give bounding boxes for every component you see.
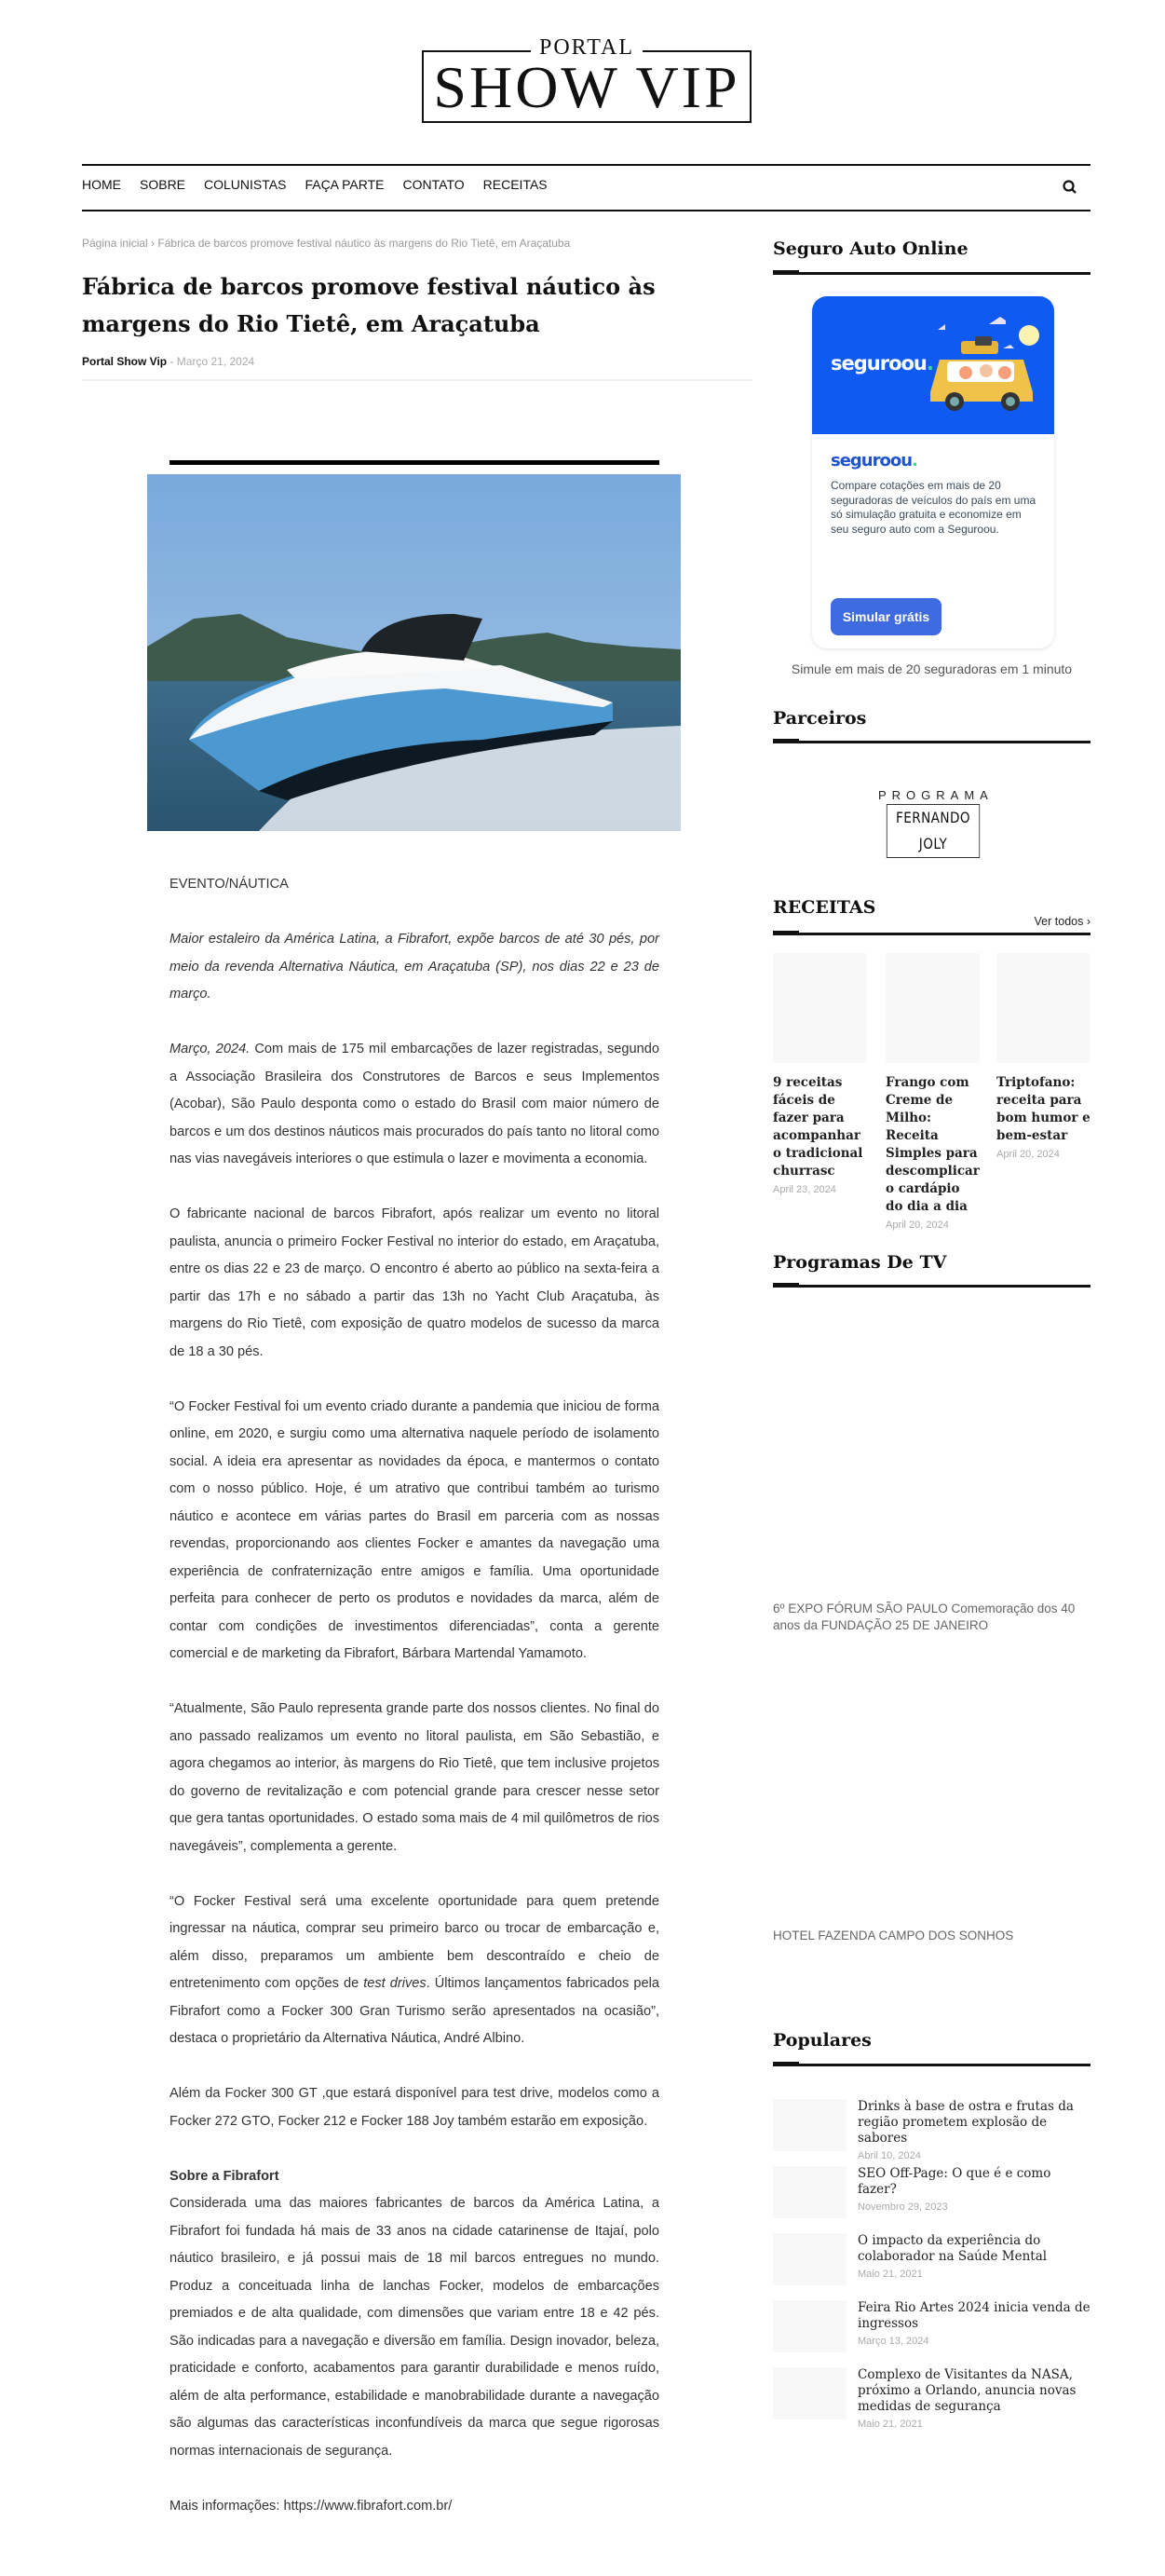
nav-bottom-border	[82, 210, 1090, 211]
recipe-thumbnail[interactable]	[773, 953, 867, 1063]
heading-underline	[773, 2064, 1090, 2066]
paragraph-text: “O Focker Festival será uma excelente oportunidade para quem pretende ingressar na náutica, comprar seu primeiro barco ou trocar de embarcação e, além disso, preparamos um ambiente bem descontraído e cheio de entretenimento com opções de	[169, 1893, 659, 1991]
byline-sep: -	[167, 355, 177, 368]
breadcrumb	[82, 237, 570, 250]
nav-sobre[interactable]: SOBRE	[140, 177, 186, 192]
partner-logo-top: PROGRAMA	[878, 788, 994, 802]
popular-thumbnail[interactable]	[773, 2233, 847, 2285]
brand-dot: .	[912, 451, 917, 470]
brand-dot: .	[926, 352, 933, 375]
partner-logo-main: FERNANDO JOLY	[887, 804, 980, 858]
popular-title[interactable]: Complexo de Visitantes da NASA, próximo a Orlando, anuncia novas medidas de segurança	[858, 2367, 1077, 2414]
popular-item[interactable]	[773, 2166, 1090, 2218]
popular-title[interactable]: Feira Rio Artes 2024 inicia venda de ingressos	[858, 2300, 1090, 2331]
paragraph-text: Com mais de 175 mil embarcações de lazer registradas, segundo a Associação Brasileira dos Construtores de Barcos e seus Implementos (Acobar), São Paulo desponta como o estado do Brasil com maior número de barcos e um dos destinos náuticos mais procurados do país tanto no litoral como nas vias navegáveis interiores o que estimula o lazer e movimenta a economia.	[169, 1042, 659, 1166]
recipe-thumbnail[interactable]	[996, 953, 1090, 1063]
see-all-link[interactable]	[1024, 915, 1090, 928]
see-all-text: Ver todos	[1034, 915, 1084, 928]
heading-underline	[773, 1285, 1090, 1288]
popular-date: Abril 10, 2024	[858, 2150, 921, 2161]
widget-heading-parceiros: Parceiros	[773, 708, 867, 729]
search-icon[interactable]	[1062, 179, 1078, 196]
heading-underline	[773, 272, 1090, 275]
article-hero-image	[147, 474, 681, 831]
nav-home[interactable]: HOME	[82, 177, 121, 192]
italic-text: test drives	[363, 1976, 427, 1991]
article-paragraph: Considerada uma das maiores fabricantes de barcos da América Latina, a Fibrafort foi fundada há mais de 33 anos na cidade catarinense de Itajaí, polo náutico brasileiro, e já possui mais de 18 mil barcos entregues no mundo. Produz a conceituada linha de lanchas Focker, modelos de embarcações premiados e de alta qualidade, com dimensões que variam entre 18 e 42 pés. São indicadas para a navegação e diversão em família. Design inovador, beleza, praticidade e conforto, acabamentos para garantir durabilidade e menos ruído, além de alta performance, estabilidade e manobrabilidade durante a navegação são algumas das características inconfundíveis da marca que segue rigorosas normas internacionais de segurança.	[169, 2196, 659, 2459]
article-paragraph	[169, 1888, 659, 2053]
recipe-card[interactable]	[886, 953, 980, 1231]
nav-contato[interactable]: CONTATO	[402, 177, 465, 192]
article-paragraph: “Atualmente, São Paulo representa grande parte dos nossos clientes. No final do ano passado realizamos um evento no litoral paulista, em São Sebastião, e agora chegamos ao interior, às margens do Rio Tietê, que tem inclusive projetos do governo de revitalização e com potencial grande para crescer nesse setor que gera tantas oportunidades. O estado soma mais de 4 mil quilômetros de rios navegáveis”, complementa a gerente.	[169, 1701, 659, 1854]
header-divider	[82, 379, 752, 381]
nav-faca-parte[interactable]: FAÇA PARTE	[305, 177, 385, 192]
chevron-right-icon: ›	[1083, 915, 1090, 928]
popular-thumbnail[interactable]	[773, 2166, 847, 2218]
article-category: EVENTO/NÁUTICA	[169, 877, 289, 892]
breadcrumb-separator: ›	[147, 237, 158, 250]
about-heading-text: Sobre a Fibrafort	[169, 2168, 279, 2184]
ad-banner	[812, 296, 1054, 434]
brand-text: seguroou	[831, 352, 927, 375]
widget-heading-tv: Programas De TV	[773, 1252, 947, 1273]
car-illustration-icon	[928, 313, 1045, 420]
popular-thumbnail[interactable]	[773, 2367, 847, 2419]
tv-program-link[interactable]: HOTEL FAZENDA CAMPO DOS SONHOS	[773, 1929, 1014, 1942]
byline	[82, 355, 254, 368]
partner-logo-fernando-joly[interactable]	[878, 788, 994, 858]
popular-title[interactable]: Drinks à base de ostra e frutas da região prometem explosão de sabores	[858, 2099, 1074, 2146]
popular-title[interactable]: O impacto da experiência do colaborador na Saúde Mental	[858, 2233, 1048, 2264]
paragraph-text: . Últimos lançamentos fabricados pela Fibrafort como a Focker 300 Gran Turismo serão apresentados na ocasião”, destaca o proprietário da Alternativa Náutica, André Albino.	[169, 1976, 660, 2046]
popular-item[interactable]	[773, 2367, 1090, 2430]
recipe-date: April 20, 2024	[996, 1149, 1060, 1160]
publish-date: Março 21, 2024	[176, 355, 255, 368]
page-title: Fábrica de barcos promove festival náutico às margens do Rio Tietê, em Araçatuba	[82, 273, 656, 337]
recipe-date: April 20, 2024	[886, 1220, 949, 1231]
breadcrumb-home[interactable]: Página inicial	[82, 237, 148, 250]
popular-title[interactable]: SEO Off-Page: O que é e como fazer?	[858, 2166, 1051, 2197]
popular-item[interactable]	[773, 2233, 1090, 2285]
nav-top-border	[82, 164, 1090, 166]
brand-text: seguroou	[831, 451, 913, 470]
simulate-button[interactable]: Simular grátis	[831, 598, 941, 635]
article-body	[169, 871, 659, 2548]
popular-date: Novembro 29, 2023	[858, 2201, 948, 2213]
article-paragraph: “O Focker Festival foi um evento criado durante a pandemia que iniciou de forma online, em 2020, e surgiu como uma alternativa naquele período de isolamento social. A ideia era apresentar as novidades da época, e mantermos o contato com o nosso público. Hoje, é um atrativo que contribui também ao turismo náutico e acontece em várias partes do Brasil em parceria com as nossas revendas, proporcionando aos clientes Focker e amantes da navegação uma experiência de confraternização entre amigos e família. Uma oportunidade perfeita para conhecer de perto os produtos e novidades da marca, além de contar com condições de investimentos diferenciadas”, conta a gerente comercial e de marketing da Fibrafort, Bárbara Martendal Yamamoto.	[169, 1398, 659, 1661]
widget-heading-populares: Populares	[773, 2030, 872, 2051]
tv-program-link[interactable]: 6º EXPO FÓRUM SÃO PAULO Comemoração dos 40 anos da FUNDAÇÃO 25 DE JANEIRO	[773, 1601, 1076, 1632]
popular-item[interactable]	[773, 2099, 1090, 2161]
heading-underline	[773, 741, 1090, 743]
heading-underline	[773, 933, 1090, 935]
author-link[interactable]: Portal Show Vip	[82, 355, 168, 368]
popular-date: Maio 21, 2021	[858, 2269, 923, 2280]
recipe-title[interactable]: 9 receitas fáceis de fazer para acompanhar o tradicional churrasc	[773, 1075, 863, 1179]
recipe-thumbnail[interactable]	[886, 953, 980, 1063]
about-heading	[169, 2163, 659, 2191]
recipe-card[interactable]	[996, 953, 1090, 1160]
popular-item[interactable]	[773, 2300, 1090, 2352]
main-nav	[82, 177, 548, 192]
popular-thumbnail[interactable]	[773, 2099, 847, 2151]
lead-text: Maior estaleiro da América Latina, a Fibrafort, expõe barcos de até 30 pés, por meio da revenda Alternativa Náutica, em Araçatuba (SP), nos dias 22 e 23 de março.	[169, 932, 659, 1002]
ad-brand-logo	[831, 352, 933, 375]
nav-colunistas[interactable]: COLUNISTAS	[204, 177, 287, 192]
more-info-link[interactable]: Mais informações: https://www.fibrafort.com.br/	[169, 2498, 453, 2514]
nav-receitas[interactable]: RECEITAS	[482, 177, 548, 192]
widget-heading-seguro: Seguro Auto Online	[773, 239, 969, 259]
dateline: Março, 2024.	[169, 1042, 251, 1056]
ad-description: Compare cotações em mais de 20 seguradoras de veículos do país em uma só simulação gratuita e economize em seu seguro auto com a Seguroou.	[831, 479, 1036, 536]
popular-date: Março 13, 2024	[858, 2336, 929, 2347]
recipe-card[interactable]	[773, 953, 867, 1195]
logo-portal-text: PORTAL	[539, 35, 634, 60]
article-paragraph	[169, 1036, 659, 1174]
ad-caption: Simule em mais de 20 seguradoras em 1 minuto	[791, 661, 1073, 676]
image-top-bar	[169, 460, 659, 465]
popular-thumbnail[interactable]	[773, 2300, 847, 2352]
breadcrumb-current: Fábrica de barcos promove festival náutico às margens do Rio Tietê, em Araçatuba	[157, 237, 571, 250]
logo-main-text: SHOW VIP	[433, 54, 740, 120]
recipe-title[interactable]: Triptofano: receita para bom humor e bem-estar	[996, 1075, 1090, 1143]
recipe-title[interactable]: Frango com Creme de Milho: Receita Simples para descomplicar o cardápio do dia a dia	[886, 1075, 980, 1214]
recipe-date: April 23, 2024	[773, 1184, 836, 1195]
article-paragraph: Além da Focker 300 GT ,que estará disponível para test drive, modelos como a Focker 272 GTO, Focker 212 e Focker 188 Joy também estarão em exposição.	[169, 2086, 659, 2129]
popular-date: Maio 21, 2021	[858, 2419, 923, 2430]
ad-brand-logo-small	[831, 451, 917, 470]
seguroou-ad-card[interactable]	[812, 296, 1054, 648]
site-logo[interactable]	[422, 35, 752, 123]
widget-heading-receitas: RECEITAS	[773, 897, 876, 918]
article-lead	[169, 926, 659, 1009]
article-paragraph: O fabricante nacional de barcos Fibrafort, após realizar um evento no litoral paulista, anuncia o primeiro Focker Festival no interior do estado, em Araçatuba, entre os dias 22 e 23 de março. O encontro é aberto ao público na sexta-feira a partir das 17h e no sábado a partir das 13h no Yacht Club Araçatuba, às margens do Rio Tietê, com exposição de quatro modelos de sucesso da marca de 18 a 30 pés.	[169, 1206, 659, 1359]
